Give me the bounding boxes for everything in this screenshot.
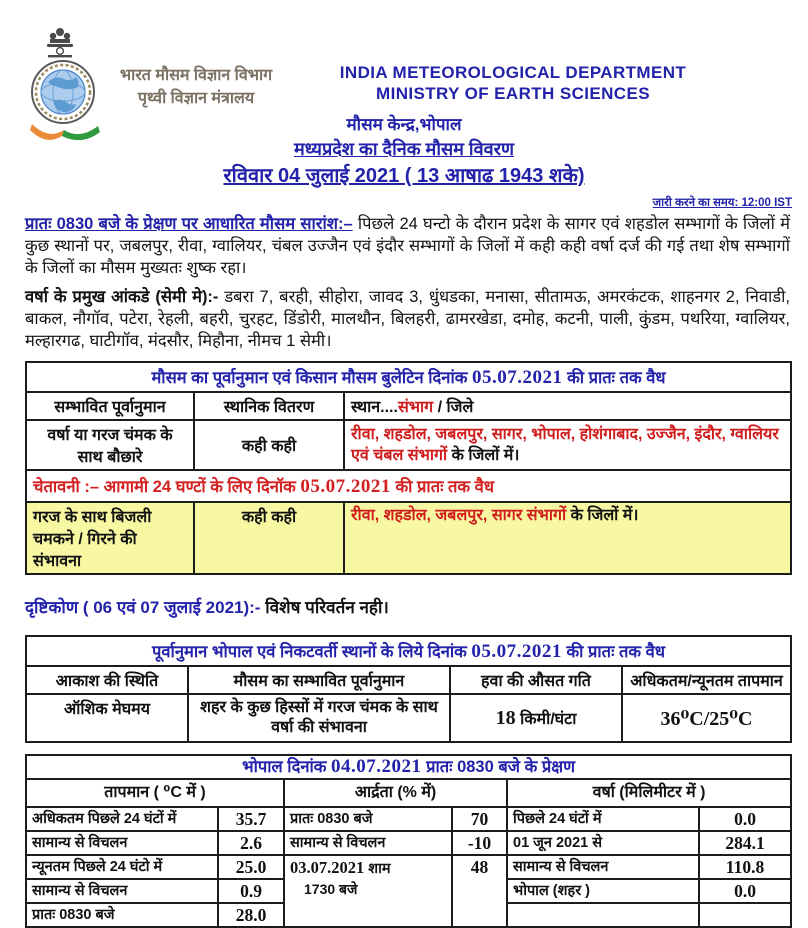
dept-en-line-1: INDIA METEOROLOGICAL DEPARTMENT bbox=[339, 63, 687, 82]
humidity-evening-value: 48 bbox=[452, 855, 507, 927]
sky-condition: ऑशिक मेघमय bbox=[26, 694, 188, 742]
rainfall-figures-paragraph bbox=[25, 286, 790, 352]
group-temperature: तापमान ( ⁰C में ) bbox=[26, 779, 284, 807]
city-forecast-header-row bbox=[26, 666, 791, 694]
weather-summary-paragraph bbox=[25, 213, 790, 279]
warning-row bbox=[26, 502, 791, 574]
group-rain: वर्षा (मिलिमीटर में ) bbox=[507, 779, 791, 807]
observation-group-header-row bbox=[26, 779, 791, 807]
observation-row: प्रातः 0830 बजे 28.0 bbox=[26, 903, 791, 927]
forecast-places: रीवा, शहडोल, जबलपुर, सागर, भोपाल, होशंगाबाद, उज्जैन, इंदौर, ग्वालियर एवं चंबल संभागों के जिलों में। bbox=[344, 420, 791, 470]
ashoka-emblem-icon bbox=[47, 28, 73, 57]
forecast-table-header-row bbox=[26, 392, 791, 420]
outlook-line bbox=[25, 595, 790, 618]
wind-speed: 18 किमी/घंटा bbox=[450, 694, 622, 742]
humidity-evening-label: 03.07.2021 शाम 1730 बजे bbox=[284, 855, 452, 927]
bulletin-content bbox=[25, 213, 790, 928]
warning-type: गरज के साथ बिजली चमकने / गिरने की संभावना bbox=[26, 502, 194, 574]
forecast-table-title-row bbox=[26, 362, 791, 392]
city-forecast-valid-date: 05.07.2021 bbox=[471, 641, 562, 662]
summary-label: प्रातः 0830 बजे के प्रेक्षण पर आधारित मौसम सारांश:– bbox=[25, 215, 353, 233]
city-forecast-title-row bbox=[26, 636, 791, 666]
empty-cell bbox=[699, 903, 791, 927]
forecast-row bbox=[26, 420, 791, 470]
rainfall-label: वर्षा के प्रमुख आंकडे (सेमी मे):- bbox=[25, 288, 219, 306]
observation-date: 04.07.2021 bbox=[331, 756, 422, 777]
city-forecast-data-row bbox=[26, 694, 791, 742]
city-forecast-title: पूर्वानुमान भोपाल एवं निकटवर्ती स्थानों के लिये दिनांक 05.07.2021 की प्रातः तक वैध bbox=[26, 636, 791, 666]
city-forecast-table bbox=[25, 635, 792, 743]
forecast-type: वर्षा या गरज चंमक के साथ बौछारे bbox=[26, 420, 194, 470]
forecast-valid-date: 05.07.2021 bbox=[471, 367, 563, 388]
max-min-temperature: 36⁰C/25⁰C bbox=[622, 694, 791, 742]
warning-title: चेतावनी :– आगामी 24 घण्टों के लिए दिनॉक 05.07.2021 की प्रातः तक वैध bbox=[26, 470, 791, 502]
outlook-text: विशेष परिवर्तन नही। bbox=[260, 598, 389, 617]
warning-valid-date: 05.07.2021 bbox=[300, 476, 391, 497]
dept-en-line-2: MINISTRY OF EARTH SCIENCES bbox=[376, 84, 650, 104]
city-forecast-text: शहर के कुछ हिस्सों में गरज चंमक के साथ वर्षा की संभावना bbox=[188, 694, 450, 742]
bulletin-title: मध्यप्रदेश का दैनिक मौसम विवरण bbox=[294, 139, 514, 159]
observation-row: सामान्य से विचलन 0.9 भोपाल (शहर ) 0.0 bbox=[26, 879, 791, 903]
summary-text: पिछले 24 घन्टो के दौरान प्रदेश के सागर एवं शहडोल सम्भागों के जिलों में कुछ स्थानों पर, जबलपुर, रीवा, ग्वालियर, चंबल उज्जैन एवं इंदौर सम्भागों के जिलों में कही कही वर्षा दर्ज की गई तथा शेष सम्भागों के जिलों का मौसम मुख्यतः शुष्क रहा। bbox=[25, 215, 790, 277]
col-temp: अधिकतम/न्यूनतम तापमान bbox=[622, 666, 791, 694]
observation-row: अधिकतम पिछले 24 घंटों में 35.7 प्रातः 0830 बजे 70 पिछले 24 घंटों में 0.0 bbox=[26, 807, 791, 831]
outlook-label: दृष्टिकोण ( 06 एवं 07 जुलाई 2021):- bbox=[25, 598, 261, 617]
ministry-line-1: भारत मौसम विज्ञान विभाग bbox=[119, 67, 273, 84]
observation-table bbox=[25, 754, 792, 928]
group-humidity: आर्द्रता (% में) bbox=[284, 779, 507, 807]
rainfall-text: डबरा 7, बरही, सीहोरा, जावद 3, धुंधडका, मनासा, सीतामऊ, अमरकंटक, शाहनगर 2, निवाडी, बाकल, नौगॉव, पटेरा, रेहली, बहरी, चुरहट, डिंडोरी, मालथौन, बिलहरी, ढामरखेडा, दमोह, कटनी, पाली, कुंडम, पथरिया, ग्वालियर, मल्हारगढ, घाटीगॉव, मंदसौर, मिहौना, नीमच 1 सेमी। bbox=[25, 288, 790, 350]
observation-title-row bbox=[26, 755, 791, 779]
col-wind: हवा की औसत गति bbox=[450, 666, 622, 694]
forecast-warning-table bbox=[25, 361, 792, 575]
observation-title: भोपाल दिनांक 04.07.2021 प्रातः 0830 बजे के प्रेक्षण bbox=[26, 755, 791, 779]
warning-title-row bbox=[26, 470, 791, 502]
col-city-forecast: मौसम का सम्भावित पूर्वानुमान bbox=[188, 666, 450, 694]
warning-places: रीवा, शहडोल, जबलपुर, सागर संभागों के जिलों में। bbox=[344, 502, 791, 574]
bulletin-date-line: रविवार 04 जुलाई 2021 ( 13 आषाढ 1943 शके) bbox=[223, 165, 585, 187]
forecast-distribution: कही कही bbox=[194, 420, 344, 470]
observation-row: न्यूनतम पिछले 24 घंटो में 25.0 03.07.2021 शाम 1730 बजे 48 सामान्य से विचलन 110.8 bbox=[26, 855, 791, 879]
col-places: स्थान....संभाग / जिले bbox=[344, 392, 791, 420]
observation-row: सामान्य से विचलन 2.6 सामान्य से विचलन -10 01 जून 2021 से 284.1 bbox=[26, 831, 791, 855]
col-distribution: स्थानिक वितरण bbox=[194, 392, 344, 420]
col-sky: आकाश की स्थिति bbox=[26, 666, 188, 694]
ministry-line-2: पृथ्वी विज्ञान मंत्रालय bbox=[137, 90, 255, 108]
warning-distribution: कही कही bbox=[194, 502, 344, 574]
ministry-name-hindi bbox=[98, 64, 294, 110]
col-forecast: सम्भावित पूर्वानुमान bbox=[26, 392, 194, 420]
forecast-table-title: मौसम का पूर्वानुमान एवं किसान मौसम बुलेटिन दिनांक 05.07.2021 की प्रातः तक वैध bbox=[26, 362, 791, 392]
department-name-english bbox=[303, 62, 723, 105]
empty-cell bbox=[507, 903, 699, 927]
centre-name: मौसम केन्द्र,भोपाल bbox=[346, 115, 462, 134]
issue-time: जारी करने का समय: 12:00 IST bbox=[652, 197, 792, 209]
